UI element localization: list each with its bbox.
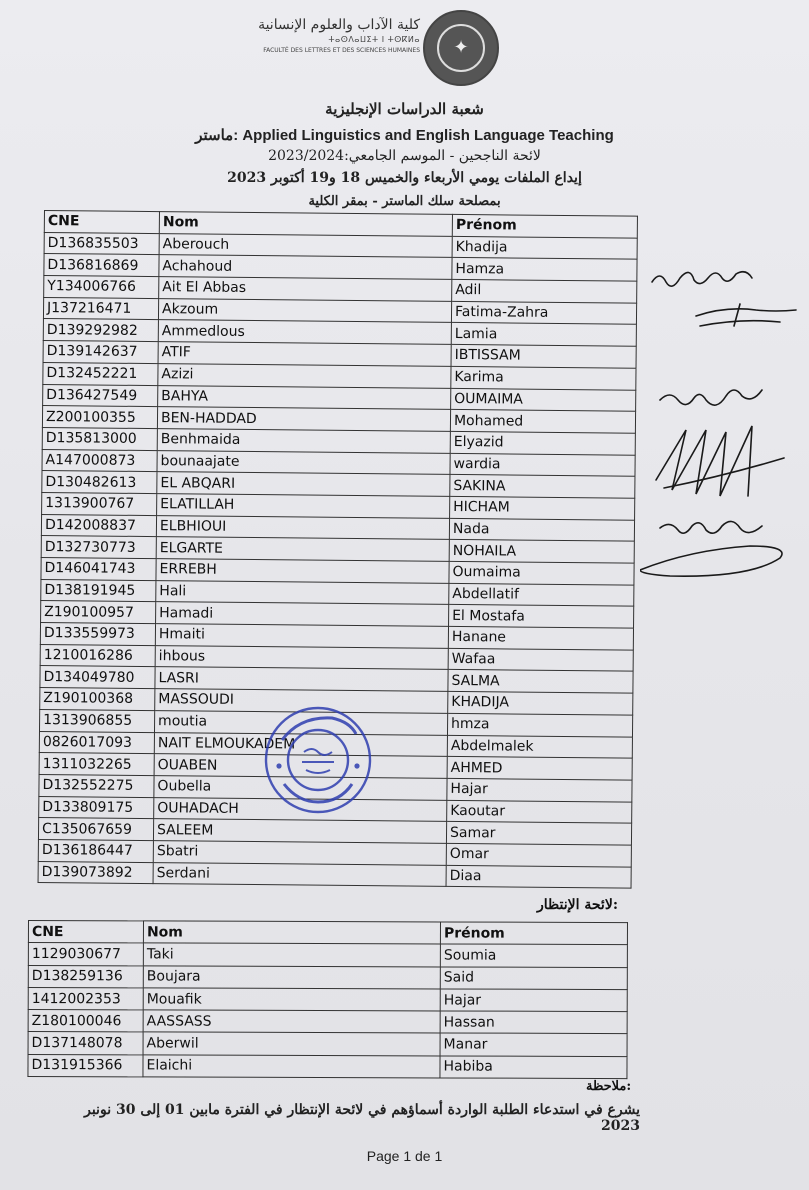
cell-prenom: Wafaa (448, 648, 633, 671)
cell-prenom: Hamza (452, 258, 637, 281)
cell-prenom: Nada (449, 518, 634, 541)
cell-nom: Hmaiti (155, 624, 448, 648)
cell-prenom: AHMED (447, 757, 632, 780)
cell-nom: Ait El Abbas (159, 277, 452, 301)
cell-prenom: Khadija (452, 236, 637, 259)
table-row (28, 1054, 627, 1078)
table-header-row (28, 921, 627, 945)
header-prenom: Prénom (452, 214, 637, 237)
cell-prenom: wardia (450, 453, 635, 476)
cell-prenom: Kaoutar (447, 800, 632, 823)
cell-cne: D136427549 (43, 384, 158, 407)
cell-prenom: NOHAILA (449, 540, 634, 563)
cell-prenom: Abdellatif (449, 583, 634, 606)
cell-prenom: Habiba (440, 1056, 627, 1079)
cell-nom: MASSOUDI (155, 689, 448, 713)
note-title: ملاحظة: (586, 1079, 632, 1094)
cell-nom: OUABEN (154, 754, 447, 778)
table-row (28, 943, 627, 967)
page-number: Page 1 de 1 (366, 1148, 443, 1164)
table-row (28, 1032, 627, 1056)
cell-prenom: Omar (446, 843, 631, 866)
cell-cne: D134049780 (40, 666, 155, 689)
waiting-list-title: لائحة الإنتظار: (537, 897, 618, 913)
table-row (28, 965, 627, 989)
cell-nom: Mouafik (143, 988, 440, 1011)
cell-prenom: IBTISSAM (451, 345, 636, 368)
cell-cne: D132452221 (43, 362, 158, 385)
cell-nom: Achahoud (159, 255, 452, 279)
list-year-title: لائحة الناجحين - الموسم الجامعي:2023/2024 (268, 148, 541, 164)
cell-nom: Elaichi (143, 1055, 440, 1078)
waiting-list-table (27, 920, 628, 1079)
handwritten-signatures-icon (640, 260, 809, 620)
cell-cne: D135813000 (42, 427, 157, 450)
cell-nom: BEN-HADDAD (157, 407, 450, 431)
cell-nom: ATIF (158, 342, 451, 366)
table-row (28, 987, 627, 1011)
cell-cne: 1129030677 (28, 943, 143, 966)
cell-nom: Taki (143, 943, 440, 966)
cell-prenom: Manar (440, 1033, 627, 1056)
cell-cne: D133809175 (39, 796, 154, 819)
cell-nom: AASSASS (143, 1010, 440, 1033)
cell-cne: D137148078 (28, 1032, 143, 1055)
cell-prenom: OUMAIMA (451, 388, 636, 411)
cell-prenom: Abdelmalek (447, 735, 632, 758)
cell-cne: Z190100368 (40, 688, 155, 711)
header-cne: CNE (28, 921, 143, 944)
cell-nom: LASRI (155, 667, 448, 691)
cell-cne: D131915366 (28, 1054, 143, 1077)
header-cne: CNE (44, 211, 159, 234)
cell-nom: SALEEM (153, 819, 446, 843)
cell-cne: D132730773 (41, 536, 156, 559)
cell-prenom: Adil (452, 279, 637, 302)
deposit-dates: إيداع الملفات يومي الأربعاء والخميس 18 و19 أكتوبر 2023 (227, 170, 582, 186)
cell-prenom: Karima (451, 366, 636, 389)
cell-nom: Hali (156, 580, 449, 604)
cell-cne: D146041743 (41, 557, 156, 580)
cell-cne: D139073892 (38, 861, 153, 884)
cell-cne: D139292982 (43, 319, 158, 342)
cell-prenom: KHADIJA (448, 692, 633, 715)
deposit-location: بمصلحة سلك الماستر - بمقر الكلية (308, 194, 501, 209)
header-nom: Nom (159, 212, 452, 236)
cell-nom: Akzoum (158, 298, 451, 322)
cell-prenom: El Mostafa (449, 605, 634, 628)
cell-prenom: Elyazid (450, 431, 635, 454)
cell-nom: Azizi (158, 363, 451, 387)
cell-cne: 1313900767 (42, 492, 157, 515)
official-stamp-icon (262, 704, 374, 816)
cell-cne: C135067659 (38, 818, 153, 841)
cell-cne: D142008837 (41, 514, 156, 537)
cell-cne: D138259136 (28, 965, 143, 988)
cell-prenom: Lamia (451, 323, 636, 346)
cell-nom: ELGARTE (156, 537, 449, 561)
cell-cne: 1311032265 (39, 753, 154, 776)
cell-cne: 1313906855 (39, 709, 154, 732)
header-nom: Nom (143, 921, 440, 944)
cell-cne: D136186447 (38, 839, 153, 862)
master-title: ماستر: Applied Linguistics and English Language Teaching (195, 127, 614, 144)
cell-nom: Benhmaida (157, 428, 450, 452)
cell-nom: Oubella (154, 775, 447, 799)
cell-cne: Z190100957 (41, 601, 156, 624)
cell-nom: ERREBH (156, 559, 449, 583)
faculty-header (250, 16, 420, 55)
cell-prenom: Soumia (440, 944, 627, 967)
cell-cne: Z200100355 (42, 406, 157, 429)
department-title: شعبة الدراسات الإنجليزية (325, 100, 484, 118)
cell-prenom: Oumaima (449, 561, 634, 584)
cell-cne: D136835503 (44, 232, 159, 255)
cell-nom: EL ABQARI (157, 472, 450, 496)
note-text: يشرع في استدعاء الطلبة الواردة أسماؤهم في لائحة الإنتظار في الفترة مابين 01 إلى 30 نونبر 2023 (84, 1102, 640, 1134)
cell-prenom: Said (440, 967, 627, 990)
cell-nom: Sbatri (153, 841, 446, 865)
table-row (38, 861, 631, 888)
cell-prenom: Diaa (446, 865, 631, 888)
cell-prenom: SAKINA (450, 475, 635, 498)
cell-prenom: Hassan (440, 1011, 627, 1034)
cell-prenom: SALMA (448, 670, 633, 693)
cell-prenom: Samar (446, 822, 631, 845)
cell-nom: ELATILLAH (157, 494, 450, 518)
cell-cne: D133559973 (40, 623, 155, 646)
cell-cne: J137216471 (43, 297, 158, 320)
cell-nom: ihbous (155, 645, 448, 669)
faculty-name-french: FACULTÉ DES LETTRES ET DES SCIENCES HUMAINES (263, 47, 420, 54)
cell-prenom: Hajar (440, 989, 627, 1012)
cell-nom: Ammedlous (158, 320, 451, 344)
cell-nom: moutia (154, 710, 447, 734)
cell-cne: 1412002353 (28, 987, 143, 1010)
faculty-name-tifinagh: ⵜⴰⵙⴷⴰⵡⵉⵜ ⵏ ⵜⵙⴽⵍⴰ (328, 35, 420, 44)
cell-cne: D132552275 (39, 774, 154, 797)
cell-cne: D130482613 (42, 471, 157, 494)
cell-cne: Y134006766 (44, 276, 159, 299)
cell-cne: A147000873 (42, 449, 157, 472)
cell-prenom: Hajar (447, 778, 632, 801)
table-row (28, 1010, 627, 1034)
cell-nom: BAHYA (158, 385, 451, 409)
cell-cne: D139142637 (43, 341, 158, 364)
cell-prenom: Fatima-Zahra (451, 301, 636, 324)
cell-prenom: hmza (447, 713, 632, 736)
cell-cne: Z180100046 (28, 1010, 143, 1033)
cell-nom: Hamadi (156, 602, 449, 626)
cell-nom: Serdani (153, 862, 446, 886)
cell-nom: Boujara (143, 965, 440, 988)
cell-nom: Aberwil (143, 1032, 440, 1055)
cell-cne: D136816869 (44, 254, 159, 277)
cell-nom: OUHADACH (154, 797, 447, 821)
cell-prenom: Hanane (448, 626, 633, 649)
cell-prenom: HICHAM (450, 496, 635, 519)
university-logo-icon: ✦ (423, 10, 499, 86)
header-prenom: Prénom (440, 922, 627, 945)
cell-nom: NAIT ELMOUKADEM (154, 732, 447, 756)
cell-nom: bounaajate (157, 450, 450, 474)
cell-nom: ELBHIOUI (156, 515, 449, 539)
cell-cne: 1210016286 (40, 644, 155, 667)
cell-cne: D138191945 (41, 579, 156, 602)
cell-nom: Aberouch (159, 233, 452, 257)
cell-cne: 0826017093 (39, 731, 154, 754)
cell-prenom: Mohamed (450, 410, 635, 433)
faculty-name-arabic: كلية الآداب والعلوم الإنسانية (258, 17, 420, 33)
